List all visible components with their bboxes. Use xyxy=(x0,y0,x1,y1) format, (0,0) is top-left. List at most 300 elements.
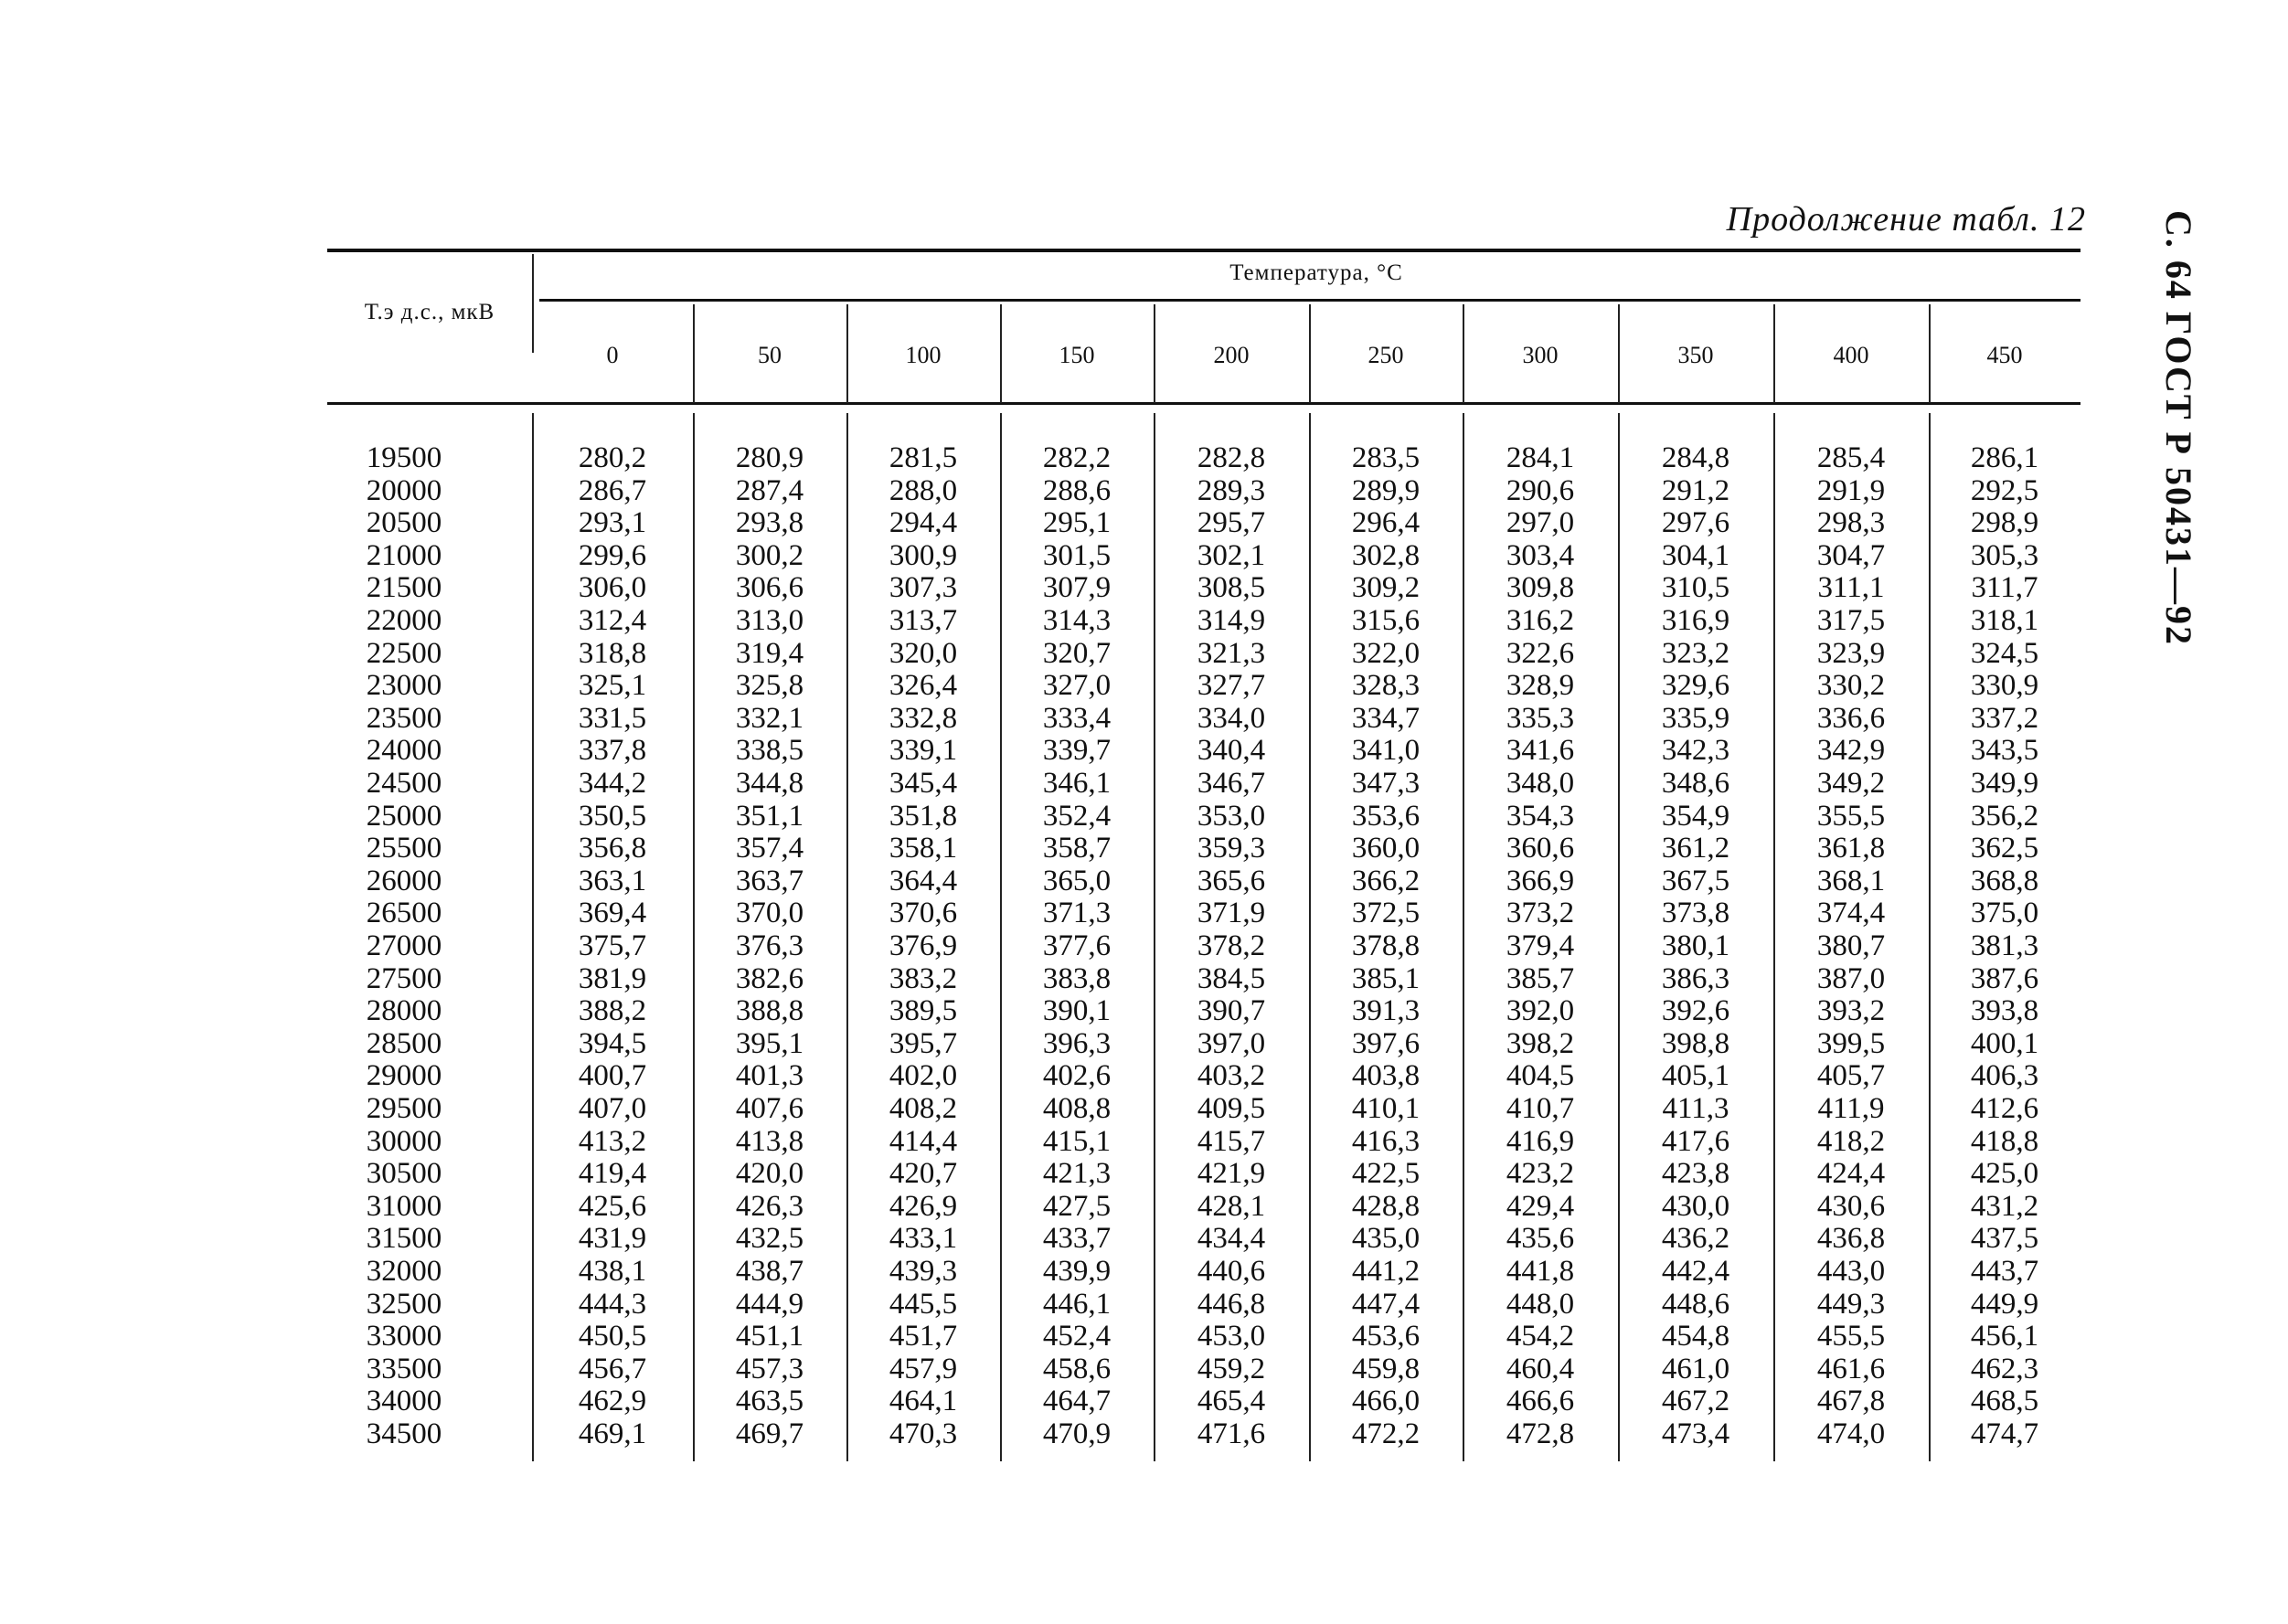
table-cell: 318,1 xyxy=(1970,604,2039,637)
temperature-column-header: 450 xyxy=(1986,342,2023,368)
table-cell: 378,8 xyxy=(1351,929,1421,962)
table-cell: 320,0 xyxy=(889,636,958,670)
table-cell: 460,4 xyxy=(1506,1352,1575,1385)
table-cell: 438,7 xyxy=(735,1255,804,1288)
table-cell: 280,2 xyxy=(578,441,647,474)
table-cell: 451,7 xyxy=(889,1320,958,1353)
table-cell: 376,9 xyxy=(889,929,958,962)
table-cell: 310,5 xyxy=(1661,571,1730,605)
table-cell: 403,2 xyxy=(1197,1059,1266,1093)
table-cell: 407,6 xyxy=(735,1092,804,1125)
table-cell: 349,2 xyxy=(1816,767,1886,800)
temperature-column-header: 100 xyxy=(905,342,942,368)
table-cell: 391,3 xyxy=(1351,994,1421,1028)
table-cell: 378,2 xyxy=(1197,929,1266,962)
table-cell: 385,7 xyxy=(1506,961,1575,995)
table-cell: 372,5 xyxy=(1351,897,1421,930)
table-cell: 370,6 xyxy=(889,897,958,930)
table-cell: 368,1 xyxy=(1816,864,1886,897)
emf-row-label: 22500 xyxy=(366,636,442,670)
table-cell: 390,1 xyxy=(1042,994,1112,1028)
table-cell: 380,1 xyxy=(1661,929,1730,962)
emf-row-label: 31000 xyxy=(366,1189,442,1223)
column-divider xyxy=(693,413,695,1461)
table-cell: 446,1 xyxy=(1042,1287,1112,1321)
table-cell: 374,4 xyxy=(1816,897,1886,930)
emf-row-label: 33500 xyxy=(366,1352,442,1385)
emf-row-label: 20000 xyxy=(366,473,442,507)
emf-row-label: 25000 xyxy=(366,799,442,833)
header-bottom-rule xyxy=(327,402,2080,405)
table-cell: 318,8 xyxy=(578,636,647,670)
table-cell: 430,6 xyxy=(1816,1189,1886,1223)
table-cell: 328,3 xyxy=(1351,669,1421,703)
table-cell: 470,3 xyxy=(889,1417,958,1450)
table-cell: 302,8 xyxy=(1351,538,1421,572)
table-cell: 414,4 xyxy=(889,1124,958,1158)
table-cell: 384,5 xyxy=(1197,961,1266,995)
table-cell: 470,9 xyxy=(1042,1417,1112,1450)
table-cell: 469,7 xyxy=(735,1417,804,1450)
table-cell: 351,8 xyxy=(889,799,958,833)
table-cell: 429,4 xyxy=(1506,1189,1575,1223)
table-cell: 360,0 xyxy=(1351,832,1421,865)
table-cell: 413,8 xyxy=(735,1124,804,1158)
table-cell: 368,8 xyxy=(1970,864,2039,897)
table-cell: 298,3 xyxy=(1816,506,1886,540)
table-cell: 344,8 xyxy=(735,767,804,800)
table-cell: 397,0 xyxy=(1197,1026,1266,1060)
table-cell: 462,3 xyxy=(1970,1352,2039,1385)
table-cell: 439,9 xyxy=(1042,1255,1112,1288)
table-cell: 317,5 xyxy=(1816,604,1886,637)
table-cell: 396,3 xyxy=(1042,1026,1112,1060)
table-cell: 381,9 xyxy=(578,961,647,995)
table-cell: 340,4 xyxy=(1197,734,1266,768)
table-cell: 316,9 xyxy=(1661,604,1730,637)
table-cell: 472,8 xyxy=(1506,1417,1575,1450)
column-divider xyxy=(1618,413,1620,1461)
table-cell: 461,0 xyxy=(1661,1352,1730,1385)
table-cell: 428,8 xyxy=(1351,1189,1421,1223)
table-cell: 377,6 xyxy=(1042,929,1112,962)
table-cell: 394,5 xyxy=(578,1026,647,1060)
table-cell: 464,7 xyxy=(1042,1385,1112,1418)
column-divider xyxy=(846,304,848,403)
table-cell: 445,5 xyxy=(889,1287,958,1321)
table-cell: 352,4 xyxy=(1042,799,1112,833)
emf-row-label: 29500 xyxy=(366,1092,442,1125)
table-cell: 398,8 xyxy=(1661,1026,1730,1060)
table-cell: 420,0 xyxy=(735,1157,804,1191)
column-divider xyxy=(1773,304,1775,403)
table-cell: 282,8 xyxy=(1197,441,1266,474)
table-cell: 449,9 xyxy=(1970,1287,2039,1321)
table-cell: 321,3 xyxy=(1197,636,1266,670)
column-divider xyxy=(532,254,534,353)
column-divider xyxy=(1929,413,1931,1461)
table-cell: 387,6 xyxy=(1970,961,2039,995)
table-cell: 357,4 xyxy=(735,832,804,865)
emf-row-label: 23000 xyxy=(366,669,442,703)
table-cell: 336,6 xyxy=(1816,701,1886,735)
table-cell: 383,2 xyxy=(889,961,958,995)
table-cell: 466,6 xyxy=(1506,1385,1575,1418)
table-cell: 459,8 xyxy=(1351,1352,1421,1385)
table-cell: 286,7 xyxy=(578,473,647,507)
table-cell: 348,0 xyxy=(1506,767,1575,800)
table-cell: 337,8 xyxy=(578,734,647,768)
temperature-column-header: 250 xyxy=(1367,342,1404,368)
table-cell: 425,6 xyxy=(578,1189,647,1223)
table-cell: 305,3 xyxy=(1970,538,2039,572)
table-cell: 306,0 xyxy=(578,571,647,605)
table-cell: 431,9 xyxy=(578,1222,647,1256)
table-cell: 326,4 xyxy=(889,669,958,703)
table-cell: 467,2 xyxy=(1661,1385,1730,1418)
table-cell: 462,9 xyxy=(578,1385,647,1418)
table-cell: 406,3 xyxy=(1970,1059,2039,1093)
table-cell: 428,1 xyxy=(1197,1189,1266,1223)
emf-row-label: 27000 xyxy=(366,929,442,962)
table-cell: 410,1 xyxy=(1351,1092,1421,1125)
table-cell: 288,6 xyxy=(1042,473,1112,507)
emf-row-label: 24000 xyxy=(366,734,442,768)
table-cell: 324,5 xyxy=(1970,636,2039,670)
table-cell: 436,8 xyxy=(1816,1222,1886,1256)
table-cell: 465,4 xyxy=(1197,1385,1266,1418)
table-cell: 390,7 xyxy=(1197,994,1266,1028)
table-cell: 292,5 xyxy=(1970,473,2039,507)
table-cell: 395,1 xyxy=(735,1026,804,1060)
table-cell: 411,9 xyxy=(1817,1092,1885,1125)
table-cell: 296,4 xyxy=(1351,506,1421,540)
table-cell: 343,5 xyxy=(1970,734,2039,768)
table-cell: 456,1 xyxy=(1970,1320,2039,1353)
table-cell: 380,7 xyxy=(1816,929,1886,962)
emf-row-label: 34000 xyxy=(366,1385,442,1418)
table-cell: 439,3 xyxy=(889,1255,958,1288)
table-cell: 314,9 xyxy=(1197,604,1266,637)
table-cell: 331,5 xyxy=(578,701,647,735)
table-cell: 440,6 xyxy=(1197,1255,1266,1288)
table-cell: 365,0 xyxy=(1042,864,1112,897)
table-cell: 423,2 xyxy=(1506,1157,1575,1191)
column-divider xyxy=(1773,413,1775,1461)
table-cell: 424,4 xyxy=(1816,1157,1886,1191)
emf-row-label: 26000 xyxy=(366,864,442,897)
table-cell: 365,6 xyxy=(1197,864,1266,897)
page-standard-label: С. 64 ГОСТ Р 50431—92 xyxy=(2158,210,2199,646)
table-cell: 444,9 xyxy=(735,1287,804,1321)
table-cell: 446,8 xyxy=(1197,1287,1266,1321)
table-cell: 469,1 xyxy=(578,1417,647,1450)
table-cell: 444,3 xyxy=(578,1287,647,1321)
table-cell: 379,4 xyxy=(1506,929,1575,962)
table-cell: 291,9 xyxy=(1816,473,1886,507)
emf-row-label: 29000 xyxy=(366,1059,442,1093)
table-cell: 437,5 xyxy=(1970,1222,2039,1256)
table-cell: 418,8 xyxy=(1970,1124,2039,1158)
temperature-column-header: 150 xyxy=(1059,342,1095,368)
table-cell: 456,7 xyxy=(578,1352,647,1385)
column-group-header-temperature: Температура, °С xyxy=(1229,260,1403,285)
table-cell: 420,7 xyxy=(889,1157,958,1191)
table-cell: 388,2 xyxy=(578,994,647,1028)
table-cell: 353,6 xyxy=(1351,799,1421,833)
table-cell: 453,6 xyxy=(1351,1320,1421,1353)
table-cell: 282,2 xyxy=(1042,441,1112,474)
table-cell: 411,3 xyxy=(1662,1092,1729,1125)
column-divider xyxy=(846,413,848,1461)
column-divider xyxy=(1929,304,1931,403)
temperature-column-header: 350 xyxy=(1677,342,1714,368)
table-cell: 430,0 xyxy=(1661,1189,1730,1223)
table-cell: 353,0 xyxy=(1197,799,1266,833)
table-cell: 425,0 xyxy=(1970,1157,2039,1191)
table-cell: 447,4 xyxy=(1351,1287,1421,1321)
temperature-column-header: 200 xyxy=(1213,342,1250,368)
table-cell: 421,9 xyxy=(1197,1157,1266,1191)
table-cell: 313,0 xyxy=(735,604,804,637)
table-cell: 322,6 xyxy=(1506,636,1575,670)
table-cell: 320,7 xyxy=(1042,636,1112,670)
table-cell: 473,4 xyxy=(1661,1417,1730,1450)
table-cell: 415,1 xyxy=(1042,1124,1112,1158)
table-cell: 323,2 xyxy=(1661,636,1730,670)
table-cell: 457,3 xyxy=(735,1352,804,1385)
table-cell: 435,6 xyxy=(1506,1222,1575,1256)
table-cell: 350,5 xyxy=(578,799,647,833)
column-divider xyxy=(1154,413,1155,1461)
emf-row-label: 26500 xyxy=(366,897,442,930)
emf-row-label: 24500 xyxy=(366,767,442,800)
table-cell: 325,8 xyxy=(735,669,804,703)
table-cell: 416,3 xyxy=(1351,1124,1421,1158)
table-cell: 373,2 xyxy=(1506,897,1575,930)
table-cell: 341,6 xyxy=(1506,734,1575,768)
table-cell: 386,3 xyxy=(1661,961,1730,995)
table-cell: 300,9 xyxy=(889,538,958,572)
table-cell: 328,9 xyxy=(1506,669,1575,703)
table-cell: 452,4 xyxy=(1042,1320,1112,1353)
table-cell: 285,4 xyxy=(1816,441,1886,474)
table-cell: 381,3 xyxy=(1970,929,2039,962)
emf-row-label: 31500 xyxy=(366,1222,442,1256)
table-cell: 298,9 xyxy=(1970,506,2039,540)
table-cell: 335,9 xyxy=(1661,701,1730,735)
table-cell: 304,7 xyxy=(1816,538,1886,572)
table-cell: 359,3 xyxy=(1197,832,1266,865)
table-cell: 327,7 xyxy=(1197,669,1266,703)
table-cell: 467,8 xyxy=(1816,1385,1886,1418)
table-cell: 297,0 xyxy=(1506,506,1575,540)
table-cell: 434,4 xyxy=(1197,1222,1266,1256)
table-cell: 309,2 xyxy=(1351,571,1421,605)
table-cell: 363,7 xyxy=(735,864,804,897)
table-cell: 412,6 xyxy=(1970,1092,2039,1125)
table-cell: 468,5 xyxy=(1970,1385,2039,1418)
emf-row-label: 33000 xyxy=(366,1320,442,1353)
table-cell: 395,7 xyxy=(889,1026,958,1060)
table-cell: 346,1 xyxy=(1042,767,1112,800)
table-cell: 329,6 xyxy=(1661,669,1730,703)
table-cell: 472,2 xyxy=(1351,1417,1421,1450)
table-cell: 289,3 xyxy=(1197,473,1266,507)
table-cell: 300,2 xyxy=(735,538,804,572)
table-cell: 474,7 xyxy=(1970,1417,2039,1450)
column-divider xyxy=(1309,413,1311,1461)
table-cell: 435,0 xyxy=(1351,1222,1421,1256)
table-cell: 438,1 xyxy=(578,1255,647,1288)
table-cell: 459,2 xyxy=(1197,1352,1266,1385)
table-cell: 382,6 xyxy=(735,961,804,995)
table-cell: 333,4 xyxy=(1042,701,1112,735)
table-cell: 376,3 xyxy=(735,929,804,962)
table-cell: 432,5 xyxy=(735,1222,804,1256)
table-cell: 375,7 xyxy=(578,929,647,962)
table-cell: 290,6 xyxy=(1506,473,1575,507)
column-divider xyxy=(1463,413,1464,1461)
table-cell: 404,5 xyxy=(1506,1059,1575,1093)
table-cell: 427,5 xyxy=(1042,1189,1112,1223)
table-cell: 442,4 xyxy=(1661,1255,1730,1288)
table-cell: 397,6 xyxy=(1351,1026,1421,1060)
emf-row-label: 30000 xyxy=(366,1124,442,1158)
table-cell: 409,5 xyxy=(1197,1092,1266,1125)
table-cell: 327,0 xyxy=(1042,669,1112,703)
table-cell: 358,1 xyxy=(889,832,958,865)
header-group-rule xyxy=(539,299,2080,302)
table-cell: 330,2 xyxy=(1816,669,1886,703)
table-cell: 342,9 xyxy=(1816,734,1886,768)
table-cell: 371,9 xyxy=(1197,897,1266,930)
table-cell: 407,0 xyxy=(578,1092,647,1125)
table-cell: 295,7 xyxy=(1197,506,1266,540)
table-cell: 392,6 xyxy=(1661,994,1730,1028)
table-cell: 383,8 xyxy=(1042,961,1112,995)
table-cell: 334,0 xyxy=(1197,701,1266,735)
table-cell: 362,5 xyxy=(1970,832,2039,865)
table-cell: 426,3 xyxy=(735,1189,804,1223)
table-cell: 363,1 xyxy=(578,864,647,897)
table-cell: 302,1 xyxy=(1197,538,1266,572)
table-cell: 339,7 xyxy=(1042,734,1112,768)
table-cell: 400,7 xyxy=(578,1059,647,1093)
table-cell: 431,2 xyxy=(1970,1189,2039,1223)
emf-row-label: 28000 xyxy=(366,994,442,1028)
table-cell: 342,3 xyxy=(1661,734,1730,768)
table-cell: 443,0 xyxy=(1816,1255,1886,1288)
table-cell: 443,7 xyxy=(1970,1255,2039,1288)
table-cell: 311,7 xyxy=(1971,571,2038,605)
table-cell: 450,5 xyxy=(578,1320,647,1353)
table-cell: 403,8 xyxy=(1351,1059,1421,1093)
table-cell: 410,7 xyxy=(1506,1092,1575,1125)
table-cell: 417,6 xyxy=(1661,1124,1730,1158)
table-cell: 303,4 xyxy=(1506,538,1575,572)
table-cell: 355,5 xyxy=(1816,799,1886,833)
table-cell: 457,9 xyxy=(889,1352,958,1385)
emf-row-label: 21500 xyxy=(366,571,442,605)
table-cell: 346,7 xyxy=(1197,767,1266,800)
table-cell: 347,3 xyxy=(1351,767,1421,800)
emf-row-label: 22000 xyxy=(366,604,442,637)
table-cell: 297,6 xyxy=(1661,506,1730,540)
table-cell: 294,4 xyxy=(889,506,958,540)
table-cell: 449,3 xyxy=(1816,1287,1886,1321)
column-divider xyxy=(693,304,695,403)
emf-row-label: 21000 xyxy=(366,538,442,572)
table-cell: 474,0 xyxy=(1816,1417,1886,1450)
table-cell: 341,0 xyxy=(1351,734,1421,768)
table-cell: 461,6 xyxy=(1816,1352,1886,1385)
table-cell: 284,8 xyxy=(1661,441,1730,474)
table-cell: 351,1 xyxy=(735,799,804,833)
table-cell: 339,1 xyxy=(889,734,958,768)
table-cell: 345,4 xyxy=(889,767,958,800)
emf-row-label: 34500 xyxy=(366,1417,442,1450)
table-cell: 334,7 xyxy=(1351,701,1421,735)
table-cell: 405,7 xyxy=(1816,1059,1886,1093)
table-cell: 284,1 xyxy=(1506,441,1575,474)
table-cell: 408,2 xyxy=(889,1092,958,1125)
table-cell: 367,5 xyxy=(1661,864,1730,897)
table-cell: 332,1 xyxy=(735,701,804,735)
table-cell: 423,8 xyxy=(1661,1157,1730,1191)
table-cell: 354,3 xyxy=(1506,799,1575,833)
table-cell: 309,8 xyxy=(1506,571,1575,605)
table-cell: 385,1 xyxy=(1351,961,1421,995)
table-cell: 301,5 xyxy=(1042,538,1112,572)
table-cell: 464,1 xyxy=(889,1385,958,1418)
table-cell: 416,9 xyxy=(1506,1124,1575,1158)
table-cell: 455,5 xyxy=(1816,1320,1886,1353)
table-cell: 441,8 xyxy=(1506,1255,1575,1288)
table-cell: 371,3 xyxy=(1042,897,1112,930)
table-cell: 433,1 xyxy=(889,1222,958,1256)
table-cell: 392,0 xyxy=(1506,994,1575,1028)
column-divider xyxy=(1000,413,1002,1461)
table-cell: 337,2 xyxy=(1970,701,2039,735)
table-cell: 291,2 xyxy=(1661,473,1730,507)
table-cell: 369,4 xyxy=(578,897,647,930)
table-cell: 335,3 xyxy=(1506,701,1575,735)
table-cell: 356,2 xyxy=(1970,799,2039,833)
table-cell: 325,1 xyxy=(578,669,647,703)
table-cell: 402,0 xyxy=(889,1059,958,1093)
table-cell: 319,4 xyxy=(735,636,804,670)
table-cell: 306,6 xyxy=(735,571,804,605)
emf-row-label: 30500 xyxy=(366,1157,442,1191)
table-cell: 408,8 xyxy=(1042,1092,1112,1125)
column-divider xyxy=(1618,304,1620,403)
emf-row-label: 23500 xyxy=(366,701,442,735)
table-cell: 413,2 xyxy=(578,1124,647,1158)
emf-row-label: 20500 xyxy=(366,506,442,540)
table-cell: 361,8 xyxy=(1816,832,1886,865)
table-cell: 281,5 xyxy=(889,441,958,474)
table-cell: 283,5 xyxy=(1351,441,1421,474)
table-cell: 304,1 xyxy=(1661,538,1730,572)
table-cell: 426,9 xyxy=(889,1189,958,1223)
table-cell: 388,8 xyxy=(735,994,804,1028)
table-cell: 400,1 xyxy=(1970,1026,2039,1060)
table-cell: 471,6 xyxy=(1197,1417,1266,1450)
emf-row-label: 28500 xyxy=(366,1026,442,1060)
row-header-emf: Т.э д.с., мкВ xyxy=(364,300,495,324)
table-cell: 373,8 xyxy=(1661,897,1730,930)
